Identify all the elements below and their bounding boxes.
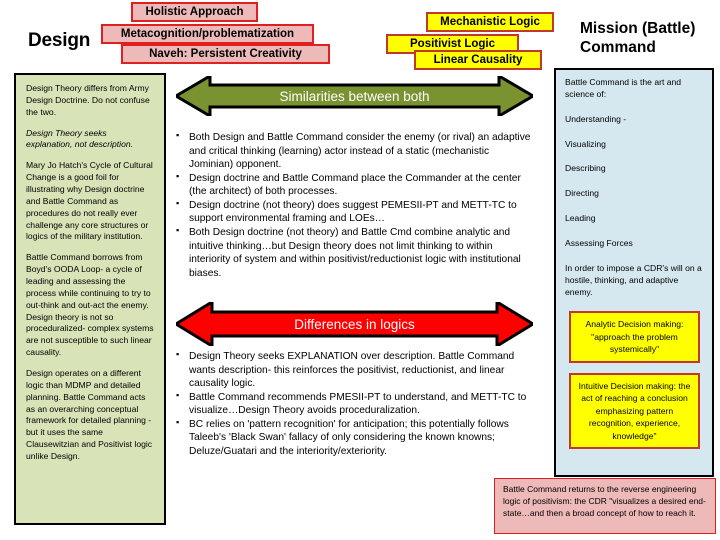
tag-holistic-approach: Holistic Approach — [131, 2, 258, 22]
design-note-5: Design operates on a different logic than MDMP and detailed planning. Battle Command acts as an overarching conceptual framework for detailed planning - but it uses the same Clausewitzian and Positivist logic unlike Design. — [26, 368, 153, 462]
tag-naveh-persistent-creativity: Naveh: Persistent Creativity — [121, 44, 330, 64]
design-note-3: Mary Jo Hatch's Cycle of Cultural Change is a good foil for illustrating why Design doctrine and Battle Command as procedures do not really ever challenge any core structures or logics of the military institution. — [26, 160, 153, 242]
tag-metacognition-problematization: Metacognition/problematization — [101, 24, 314, 44]
battle-command-step-directing: Directing — [565, 188, 599, 199]
list-item: ▪ Both Design doctrine (not theory) and Battle Cmd combine analytic and intuitive thinking…but Design theory does not limit thinking to within interiority of system and within positivist/reductionist logic with institutional biases. — [176, 226, 534, 280]
battle-command-step-understanding: Understanding - — [565, 113, 627, 124]
bottom-note-reverse-engineering: Battle Command returns to the reverse engineering logic of positivism: the CDR "visualizes a desired end-state…and then a broad concept of how to reach it. — [494, 478, 716, 534]
battle-command-intro: Battle Command is the art and science of: — [565, 77, 682, 99]
design-note-4: Battle Command borrows from Boyd's OODA Loop- a cycle of leading and assessing the process while continuing to try to out-think and out-act the enemy. Design theory is not so proceduralized- complex systems are not susceptible to such linear causality. — [26, 252, 154, 358]
tag-linear-causality: Linear Causality — [414, 50, 542, 70]
design-theory-notes-panel — [14, 73, 166, 525]
tag-positivist-logic: Positivist Logic — [386, 34, 519, 54]
battle-command-step-leading: Leading — [565, 213, 596, 224]
differences-arrow-banner — [176, 302, 533, 346]
list-item: ▪ Both Design and Battle Command consider the enemy (or rival) an adaptive and critical thinking (learning) actor instead of a static (mechanistic Jominian) opponent. — [176, 131, 534, 172]
intuitive-decision-making-box: Intuitive Decision making: the act of reaching a conclusion emphasizing pattern recognition, experience, knowledge" — [569, 373, 700, 449]
battle-command-step-describing: Describing — [565, 163, 606, 174]
design-note-1: Design Theory differs from Army Design Doctrine. Do not confuse the two. — [26, 83, 150, 117]
battle-command-definition-panel — [554, 68, 714, 477]
similarities-bullet-list — [176, 131, 534, 280]
list-item: ▪ BC relies on 'pattern recognition' for anticipation; this potentially follows Taleeb's 'Black Swan' fallacy of only considering the known knowns; Deluze/Guatari and the interiority/exteriority. — [176, 418, 534, 459]
similarities-arrow-label: Similarities between both — [279, 88, 430, 104]
battle-command-step-assessing-forces: Assessing Forces — [565, 238, 633, 249]
list-item: ▪ Design doctrine (not theory) does suggest PEMESII-PT and METT-TC to support environmental framing and LOEs… — [176, 199, 534, 226]
analytic-decision-making-box: Analytic Decision making: "approach the problem systemically" — [569, 311, 700, 362]
differences-arrow-label: Differences in logics — [294, 316, 415, 332]
differences-bullet-list — [176, 350, 534, 459]
similarities-arrow-banner — [176, 76, 533, 116]
design-note-2: Design Theory seeks explanation, not description. — [26, 127, 134, 150]
list-item: ▪ Design Theory seeks EXPLANATION over description. Battle Command wants description- this reinforces the positivist, reductionist, and linear causality logic. — [176, 350, 534, 391]
list-item: ▪ Design doctrine and Battle Command place the Commander at the center (the architect) of both processes. — [176, 172, 534, 199]
page-title-design: Design — [28, 30, 91, 51]
page-title-mission-command: Mission (Battle) Command — [580, 20, 696, 56]
battle-command-step-visualizing: Visualizing — [565, 138, 606, 149]
tag-mechanistic-logic: Mechanistic Logic — [426, 12, 554, 32]
list-item: ▪ Battle Command recommends PMESII-PT to understand, and METT-TC to visualize…Design Theory avoids proceduralization. — [176, 391, 534, 418]
battle-command-closing: In order to impose a CDR's will on a hostile, thinking, and adaptive enemy. — [565, 262, 702, 297]
